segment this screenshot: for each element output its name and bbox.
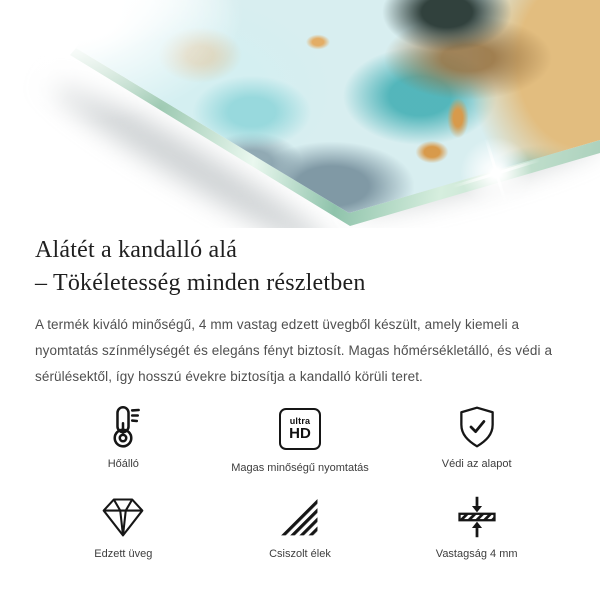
ultra-hd-icon <box>279 408 321 450</box>
content-section <box>0 228 600 560</box>
product-description-text: A termék kiváló minőségű, 4 mm vastag edzett üvegből készült, amely kiemeli a nyomtatás színmélységét és elegáns fényt biztosít. Magas hőmérsékletálló, és védi a sérülésektől, így hosszú évekre biztosítja a kandalló körüli teret. <box>35 317 553 384</box>
title-line-2: – Tökéletesség minden részletben <box>35 270 366 296</box>
feature-tempered-glass <box>35 494 212 560</box>
feature-label: Magas minőségű nyomtatás <box>231 462 369 474</box>
polished-edges-icon <box>277 494 323 540</box>
feature-label: Edzett üveg <box>94 548 153 560</box>
page-title <box>35 234 565 300</box>
feature-label: Vastagság 4 mm <box>435 548 518 560</box>
thermometer-icon <box>100 404 146 450</box>
feature-label: Csiszolt élek <box>269 548 331 560</box>
title-line-1: Alátét a kandalló alá <box>35 237 238 263</box>
ultra-hd-text-top: ultra <box>289 416 311 426</box>
feature-thickness <box>388 494 565 560</box>
feature-protects-base <box>388 404 565 474</box>
feature-label: Védi az alapot <box>441 458 512 470</box>
feature-heat-resistant <box>35 404 212 474</box>
product-photo <box>0 0 600 228</box>
thickness-icon <box>454 494 500 540</box>
feature-print-quality <box>212 404 389 474</box>
feature-polished-edges <box>212 494 389 560</box>
diamond-icon <box>100 494 146 540</box>
feature-label: Hőálló <box>107 458 139 470</box>
features-grid <box>35 404 565 560</box>
shield-check-icon <box>454 404 500 450</box>
ultra-hd-text-bottom: HD <box>289 425 311 442</box>
